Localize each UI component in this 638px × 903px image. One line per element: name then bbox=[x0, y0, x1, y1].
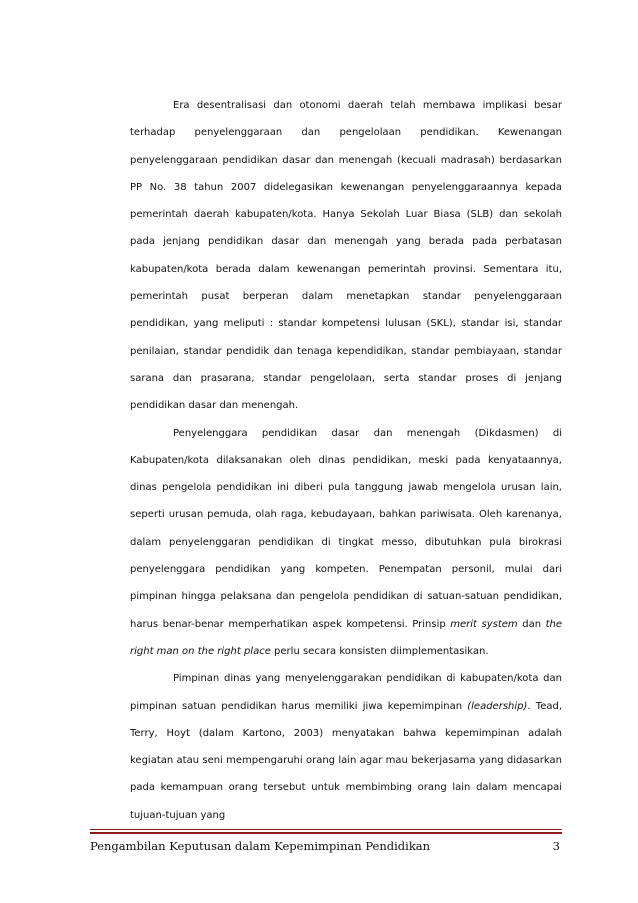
body-text bbox=[130, 92, 562, 829]
paragraph-2-text-b: dan bbox=[517, 618, 546, 630]
italic-merit-system: merit system bbox=[450, 618, 518, 630]
italic-leadership: (leadership) bbox=[467, 700, 528, 712]
footer-title: Pengambilan Keputusan dalam Kepemimpinan Pendidikan bbox=[90, 839, 431, 853]
paragraph-2-text-c: perlu secara konsisten diimplementasikan. bbox=[270, 645, 489, 657]
footer-rule-thick bbox=[90, 832, 562, 834]
italic-right-man: the right man on the right place bbox=[130, 618, 562, 657]
paragraph-3-text-b: . Tead, Terry, Hoyt (dalam Kartono, 2003) menyatakan bahwa kepemimpinan adalah kegiatan atau seni mempengaruhi orang lain agar mau bekerjasama yang didasarkan pada kemampuan orang tersebut untuk membimbing orang lain dalam mencapai tujuan-tujuan yang bbox=[130, 700, 563, 821]
paragraph-3-text-a: Pimpinan dinas yang menyelenggarakan pendidikan di kabupaten/kota dan pimpinan satuan pendidikan harus memiliki jiwa kepemimpinan bbox=[130, 673, 562, 712]
paragraph-3 bbox=[130, 665, 562, 829]
paragraph-1-text: Era desentralisasi dan otonomi daerah telah membawa implikasi besar terhadap penyelenggaraan dan pengelolaan pendidikan. Kewenangan penyelenggaraan pendidikan dasar dan menengah (kecuali madrasah) berdasarkan PP No. 38 tahun 2007 didelegasikan kewenangan penyelenggaraannya kepada pemerintah daerah kabupaten/kota. Hanya Sekolah Luar Biasa (SLB) dan sekolah pada jenjang pendidikan dasar dan menengah yang berada pada perbatasan kabupaten/kota berada dalam kewenangan pemerintah provinsi. Sementara itu, pemerintah pusat berperan dalam menetapkan standar penyelenggaraan pendidikan, yang meliputi : standar kompetensi lulusan (SKL), standar isi, standar penilaian, standar pendidik dan tenaga kependidikan, standar pembiayaan, standar sarana dan prasarana, standar pengelolaan, serta standar proses di jenjang pendidikan dasar dan menengah. bbox=[130, 100, 562, 412]
paragraph-2 bbox=[130, 420, 562, 666]
footer-rule-thin bbox=[90, 829, 562, 830]
page-number: 3 bbox=[552, 839, 560, 853]
paragraph-2-text-a: Penyelenggara pendidikan dasar dan menengah (Dikdasmen) di Kabupaten/kota dilaksanakan oleh dinas pendidikan, meski pada kenyataannya, dinas pengelola pendidikan ini diberi pula tanggung jawab mengelola urusan lain, seperti urusan pemuda, olah raga, kebudayaan, bahkan pariwisata. Oleh karenanya, dalam penyelenggaran pendidikan di tingkat messo, dibutuhkan pula birokrasi penyelenggara pendidikan yang kompeten. Penempatan personil, mulai dari pimpinan hingga pelaksana dan pengelola pendidikan di satuan-satuan pendidikan, harus benar-benar memperhatikan aspek kompetensi. Prinsip bbox=[130, 427, 562, 630]
paragraph-1 bbox=[130, 92, 562, 420]
